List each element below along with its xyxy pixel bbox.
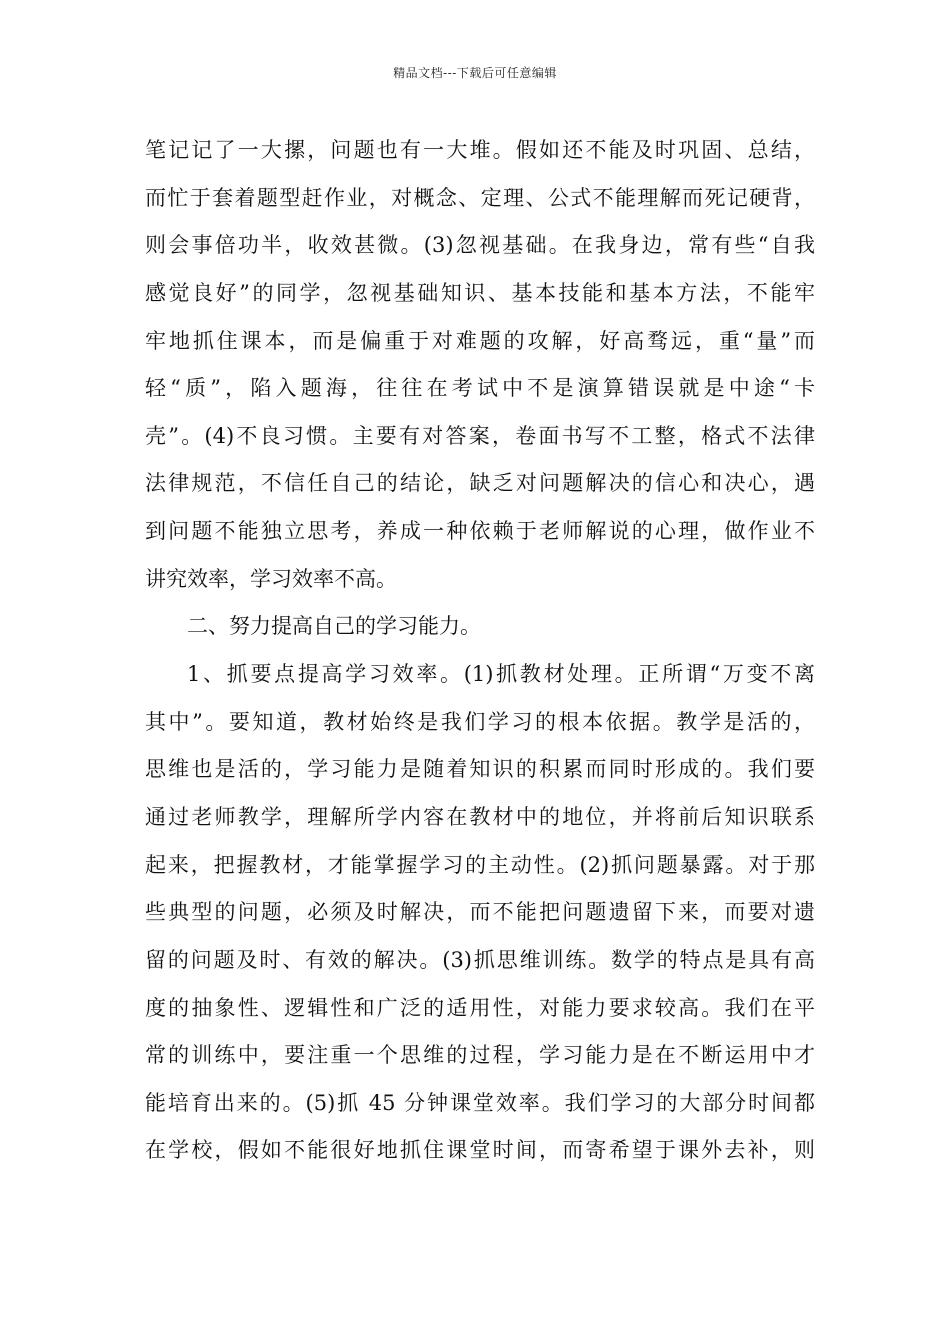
text-line: 在学校，假如不能很好地抓住课堂时间，而寄希望于课外去补，则 [145, 1138, 815, 1163]
text-line: 笔记记了一大摞，问题也有一大堆。假如还不能及时巩固、总结， [145, 138, 815, 162]
text-line: 起来，把握教材，才能掌握学习的主动性。(2)抓问题暴露。对于那 [145, 852, 815, 877]
page-header: 精品文档---下载后可任意编辑 [393, 66, 557, 80]
text-line: 牢地抓住课本，而是偏重于对难题的攻解，好高骛远，重“量”而 [145, 328, 815, 353]
text-line: 则会事倍功半，收效甚微。(3)忽视基础。在我身边，常有些“自我 [145, 233, 815, 258]
text-line: 法律规范，不信任自己的结论，缺乏对问题解决的信心和决心，遇 [145, 471, 815, 496]
text-line: 轻“质”，陷入题海，往往在考试中不是演算错误就是中途“卡 [145, 376, 815, 401]
text-line: 留的问题及时、有效的解决。(3)抓思维训练。数学的特点是具有高 [145, 947, 815, 972]
text-line: 而忙于套着题型赶作业，对概念、定理、公式不能理解而死记硬背， [145, 185, 815, 210]
text-line: 常的训练中，要注重一个思维的过程，学习能力是在不断运用中才 [145, 1043, 815, 1068]
text-line: 壳”。(4)不良习惯。主要有对答案，卷面书写不工整，格式不法律 [145, 423, 815, 448]
text-line: 到问题不能独立思考，养成一种依赖于老师解说的心理，做作业不 [145, 519, 815, 544]
document-body [145, 127, 815, 1175]
text-line: 通过老师教学，理解所学内容在教材中的地位，并将前后知识联系 [145, 804, 815, 829]
text-line: 感觉良好”的同学，忽视基础知识、基本技能和基本方法，不能牢 [145, 280, 815, 305]
text-line: 1、抓要点提高学习效率。(1)抓教材处理。正所谓“万变不离 [187, 662, 815, 687]
text-line: 其中”。要知道，教材始终是我们学习的根本依据。教学是活的， [145, 709, 815, 734]
text-line: 能培育出来的。(5)抓 45 分钟课堂效率。我们学习的大部分时间都 [145, 1090, 815, 1115]
text-line: 二、努力提高自己的学习能力。 [187, 614, 481, 639]
text-line: 些典型的问题，必须及时解决，而不能把问题遗留下来，而要对遗 [145, 900, 815, 925]
text-line: 思维也是活的，学习能力是随着知识的积累而同时形成的。我们要 [145, 757, 815, 782]
text-line: 讲究效率，学习效率不高。 [145, 566, 397, 591]
text-line: 度的抽象性、逻辑性和广泛的适用性，对能力要求较高。我们在平 [145, 995, 815, 1020]
